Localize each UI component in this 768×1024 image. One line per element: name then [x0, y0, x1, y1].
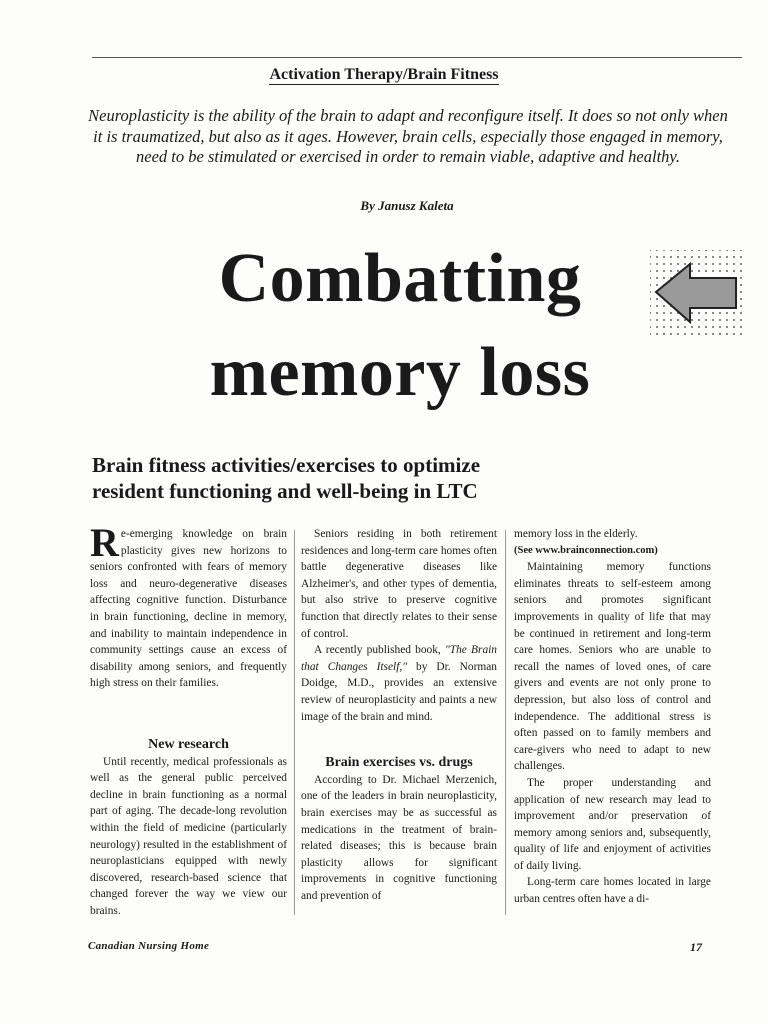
paragraph: Seniors residing in both retirement residences and long-term care homes often battle degenerative diseases like Alzheimer's, and other types of dementia, but also strive to preserve cognitive function that directly relates to their sense of control.	[301, 528, 497, 640]
paragraph: Re-emerging knowledge on brain plasticity gives new horizons to seniors confronted with fears of memory loss and neuro-degenerative diseases affecting cognitive function. Disturbance in brain functioning, decline in memory, and inability to maintain independence in community settings cause an excess of disability among seniors, and frequently high stress on their families.	[90, 520, 287, 690]
subhead-brain-exercises: Brain exercises vs. drugs	[325, 755, 473, 771]
section-header	[0, 66, 768, 84]
paragraph: Until recently, medical professionals as well as the general public perceived decline in brain functioning as a normal part of aging. The decade-long revolution within the field of medicine (particularly neurology) resulted in the establishment of neuroplasticians equipped with newly discovered, research-based science that changed forever the way we view our brains.	[90, 755, 287, 917]
column-divider-2	[505, 530, 506, 915]
source-reference: (See www.brainconnection.com)	[514, 544, 658, 556]
book-title: "The Brain that Changes Itself,"	[301, 644, 497, 673]
paragraph: According to Dr. Michael Merzenich, one of the leaders in brain neuroplasticity, brain exercises may be as successful as medications in the treatment of brain-related diseases; this is because brain plasticity allows for significant improvements in cognitive functioning and prevention of	[301, 773, 497, 902]
top-rule	[92, 57, 742, 58]
article-subtitle	[92, 452, 652, 504]
column-1	[90, 520, 287, 919]
article-title	[90, 232, 710, 420]
column-2	[301, 526, 497, 904]
title-line-2: memory loss	[209, 334, 591, 411]
drop-cap: R	[90, 520, 119, 565]
subtitle-line-1: Brain fitness activities/exercises to optimize	[92, 453, 481, 477]
title-line-1: Combatting	[218, 240, 582, 317]
deck-intro: Neuroplasticity is the ability of the brain to adapt and reconfigure itself. It does so not only when it is traumatized, but also as it ages. However, brain cells, especially those engaged in memory, need to be stimulated or exercised in order to remain viable, adaptive and healthy.	[88, 106, 728, 166]
page-number: 17	[690, 940, 702, 954]
subhead-new-research: New research	[148, 736, 229, 752]
subtitle-line-2: resident functioning and well-being in LTC	[92, 479, 478, 503]
paragraph: A recently published book, "The Brain that Changes Itself," by Dr. Norman Doidge, M.D., provides an extensive review of neuroplasticity and paints a new image of the brain and mind.	[301, 644, 497, 723]
byline: By Janusz Kaleta	[360, 198, 454, 213]
paragraph: Maintaining memory functions eliminates threats to self-esteem among seniors and promotes significant improvements in quality of life that may be continued in retirement and long-term care homes. Seniors who are unable to recall the names of loved ones, of care givers and events are not only prone to depression, but also loss of control and independence. The additional stress is often passed on to family members and care-givers who need to adapt to new challenges.	[514, 561, 711, 773]
publication-name: Canadian Nursing Home	[88, 940, 210, 952]
arrow-left-icon	[648, 248, 744, 338]
paragraph: The proper understanding and application of new research may lead to improvement and/or preservation of memory among seniors and, subsequently, quality of life and enjoyment of activities of daily living.	[514, 776, 711, 872]
column-3	[514, 526, 711, 908]
paragraph: memory loss in the elderly.	[514, 528, 638, 540]
paragraph: Long-term care homes located in large urban centres often have a di-	[514, 876, 711, 906]
column-divider-1	[294, 530, 295, 915]
section-header-text: Activation Therapy/Brain Fitness	[269, 66, 499, 83]
